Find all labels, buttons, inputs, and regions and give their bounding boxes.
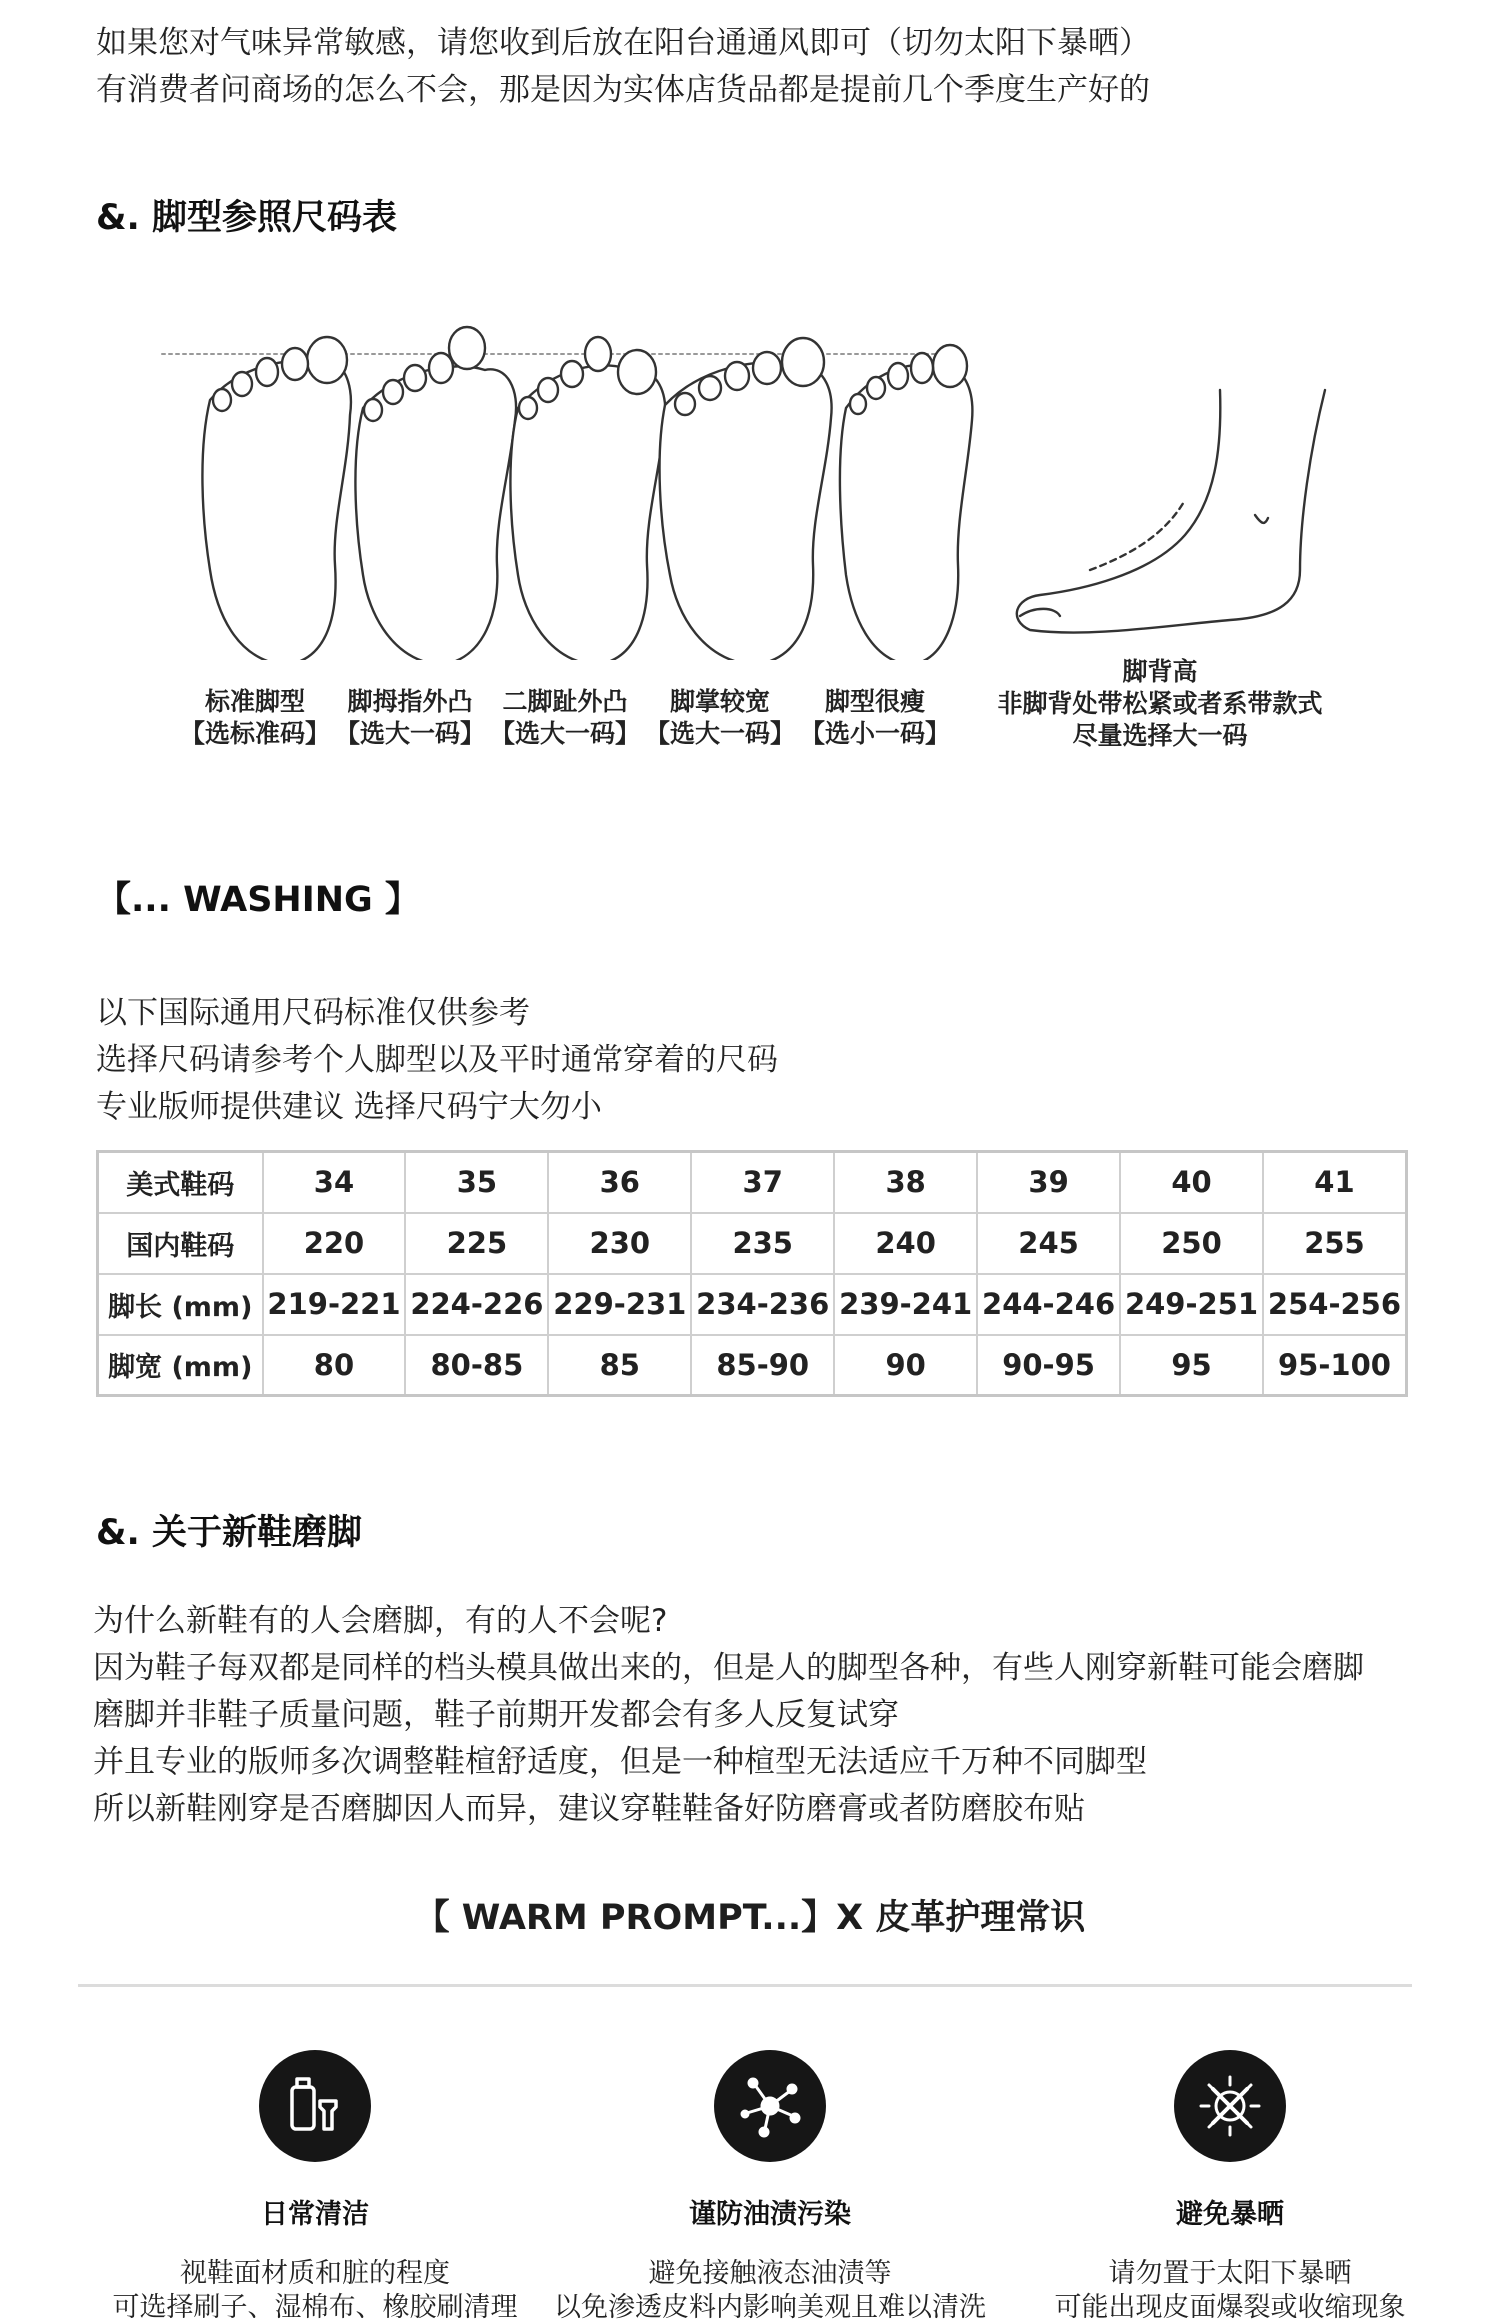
table-cell: 95-100 bbox=[1263, 1335, 1407, 1396]
foot-second-toe-icon bbox=[510, 337, 665, 660]
foot-name: 标准脚型 bbox=[204, 687, 305, 716]
oil-splash-icon bbox=[714, 2050, 826, 2162]
care-desc-line: 避免接触液态油渍等 bbox=[648, 2258, 892, 2289]
foot-name: 脚拇指外凸 bbox=[347, 687, 473, 716]
washing-line: 以下国际通用尺码标准仅供参考 bbox=[96, 995, 530, 1031]
foot-advice: 非脚背处带松紧或者系带款式 bbox=[997, 689, 1323, 718]
blister-line: 磨脚并非鞋子质量问题，鞋子前期开发都会有多人反复试穿 bbox=[93, 1697, 899, 1733]
foot-name: 脚掌较宽 bbox=[669, 687, 770, 716]
table-cell: 255 bbox=[1263, 1213, 1407, 1274]
washing-heading: 【... WASHING 】 bbox=[96, 880, 420, 920]
table-cell: 235 bbox=[691, 1213, 834, 1274]
foot-thin-icon bbox=[840, 345, 972, 660]
table-cell: 225 bbox=[405, 1213, 548, 1274]
foot-name: 脚型很瘦 bbox=[824, 687, 925, 716]
no-sun-icon bbox=[1174, 2050, 1286, 2162]
care-title: 谨防油渍污染 bbox=[689, 2199, 851, 2230]
foot-name: 二脚趾外凸 bbox=[502, 687, 628, 716]
table-cell: 39 bbox=[977, 1152, 1120, 1213]
table-cell: 229-231 bbox=[548, 1274, 691, 1335]
table-cell: 85-90 bbox=[691, 1335, 834, 1396]
table-cell: 41 bbox=[1263, 1152, 1407, 1213]
table-cell: 219-221 bbox=[263, 1274, 406, 1335]
intro-text bbox=[96, 20, 1150, 114]
foot-label-wide bbox=[645, 686, 795, 750]
table-cell: 220 bbox=[263, 1213, 406, 1274]
foot-size-heading: &. 脚型参照尺码表 bbox=[96, 198, 398, 238]
table-cell: 254-256 bbox=[1263, 1274, 1407, 1335]
table-cell: 230 bbox=[548, 1213, 691, 1274]
care-desc-line: 可能出现皮面爆裂或收缩现象 bbox=[1054, 2292, 1406, 2322]
table-cell: 224-226 bbox=[405, 1274, 548, 1335]
table-cell: 80-85 bbox=[405, 1335, 548, 1396]
table-cell: 40 bbox=[1120, 1152, 1263, 1213]
blister-line: 为什么新鞋有的人会磨脚，有的人不会呢? bbox=[93, 1603, 668, 1639]
care-item-oil-stains bbox=[540, 2050, 1000, 2322]
foot-shapes-illustration bbox=[150, 320, 1350, 660]
foot-advice: 【选大一码】 bbox=[335, 719, 486, 748]
table-cell: 85 bbox=[548, 1335, 691, 1396]
table-cell: 250 bbox=[1120, 1213, 1263, 1274]
table-row bbox=[98, 1152, 1407, 1213]
size-table bbox=[96, 1150, 1408, 1397]
divider bbox=[78, 1984, 1412, 1987]
table-cell: 34 bbox=[263, 1152, 406, 1213]
foot-high-instep-icon bbox=[1017, 390, 1325, 633]
table-cell: 80 bbox=[263, 1335, 406, 1396]
blister-line: 所以新鞋刚穿是否磨脚因人而异，建议穿鞋鞋备好防磨膏或者防磨胶布贴 bbox=[93, 1791, 1085, 1827]
table-cell: 244-246 bbox=[977, 1274, 1120, 1335]
care-desc bbox=[85, 2257, 545, 2322]
foot-label-standard bbox=[180, 686, 330, 750]
foot-name: 脚背高 bbox=[1122, 657, 1198, 686]
blister-line: 因为鞋子每双都是同样的档头模具做出来的，但是人的脚型各种，有些人刚穿新鞋可能会磨脚 bbox=[93, 1650, 1364, 1686]
foot-label-thin bbox=[800, 686, 950, 750]
care-desc bbox=[540, 2257, 1000, 2322]
table-cell: 240 bbox=[834, 1213, 977, 1274]
bottles-icon bbox=[259, 2050, 371, 2162]
warm-prompt-title: 【 WARM PROMPT...】X 皮革护理常识 bbox=[414, 1898, 1086, 1938]
table-cell: 37 bbox=[691, 1152, 834, 1213]
blister-heading: &. 关于新鞋磨脚 bbox=[96, 1513, 363, 1553]
table-cell: 234-236 bbox=[691, 1274, 834, 1335]
intro-line: 如果您对气味异常敏感，请您收到后放在阳台通通风即可（切勿太阳下暴晒） bbox=[96, 25, 1150, 61]
foot-label-high-instep bbox=[970, 656, 1350, 752]
care-item-daily-cleaning bbox=[85, 2050, 545, 2322]
table-cell: 245 bbox=[977, 1213, 1120, 1274]
care-desc-line: 视鞋面材质和脏的程度 bbox=[180, 2258, 450, 2289]
table-cell: 239-241 bbox=[834, 1274, 977, 1335]
row-header: 国内鞋码 bbox=[98, 1213, 263, 1274]
table-row bbox=[98, 1274, 1407, 1335]
intro-line: 有消费者问商场的怎么不会，那是因为实体店货品都是提前几个季度生产好的 bbox=[96, 72, 1150, 108]
washing-text bbox=[96, 990, 778, 1131]
washing-line: 专业版师提供建议 选择尺码宁大勿小 bbox=[96, 1089, 602, 1125]
row-header: 脚宽 (mm) bbox=[98, 1335, 263, 1396]
foot-standard-icon bbox=[202, 337, 351, 660]
table-cell: 95 bbox=[1120, 1335, 1263, 1396]
table-cell: 90 bbox=[834, 1335, 977, 1396]
foot-advice: 【选大一码】 bbox=[645, 719, 796, 748]
row-header: 脚长 (mm) bbox=[98, 1274, 263, 1335]
table-row bbox=[98, 1213, 1407, 1274]
foot-big-toe-icon bbox=[355, 327, 516, 660]
care-item-avoid-sun bbox=[1000, 2050, 1460, 2322]
care-desc-line: 可选择刷子、湿棉布、橡胶刷清理 bbox=[112, 2292, 518, 2322]
foot-advice: 【选大一码】 bbox=[490, 719, 641, 748]
care-desc-line: 请勿置于太阳下暴晒 bbox=[1108, 2258, 1352, 2289]
row-header: 美式鞋码 bbox=[98, 1152, 263, 1213]
table-cell: 36 bbox=[548, 1152, 691, 1213]
table-cell: 35 bbox=[405, 1152, 548, 1213]
foot-advice: 【选标准码】 bbox=[180, 719, 331, 748]
foot-advice: 尽量选择大一码 bbox=[1072, 721, 1248, 750]
care-desc bbox=[1000, 2257, 1460, 2322]
table-cell: 249-251 bbox=[1120, 1274, 1263, 1335]
table-row bbox=[98, 1335, 1407, 1396]
care-title: 避免暴晒 bbox=[1176, 2199, 1284, 2230]
foot-wide-icon bbox=[660, 338, 832, 660]
table-cell: 38 bbox=[834, 1152, 977, 1213]
table-cell: 90-95 bbox=[977, 1335, 1120, 1396]
washing-line: 选择尺码请参考个人脚型以及平时通常穿着的尺码 bbox=[96, 1042, 778, 1078]
blister-text bbox=[93, 1598, 1364, 1833]
foot-advice: 【选小一码】 bbox=[800, 719, 951, 748]
foot-label-second-toe bbox=[490, 686, 640, 750]
blister-line: 并且专业的版师多次调整鞋楦舒适度，但是一种楦型无法适应千万种不同脚型 bbox=[93, 1744, 1147, 1780]
care-title: 日常清洁 bbox=[261, 2199, 369, 2230]
foot-label-big-toe bbox=[335, 686, 485, 750]
care-desc-line: 以免渗透皮料内影响美观且难以清洗 bbox=[554, 2292, 986, 2322]
